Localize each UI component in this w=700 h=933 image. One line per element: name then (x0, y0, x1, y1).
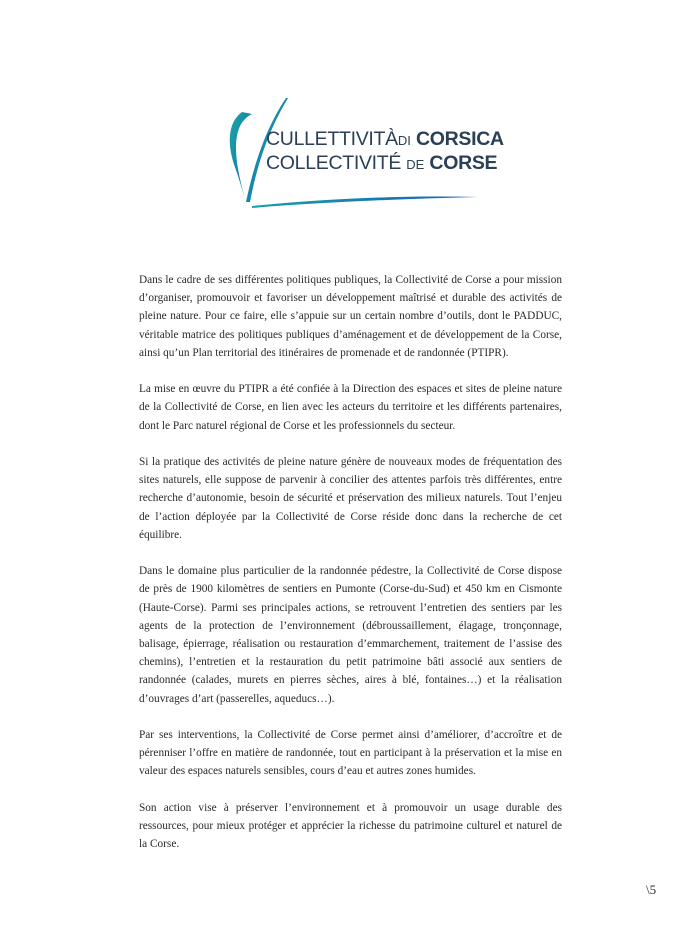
logo-corsican-name: CULLETTIVITÀDI CORSICA (266, 128, 504, 150)
logo-french-name: COLLECTIVITÉ DE CORSE (266, 152, 498, 174)
paragraph: Par ses interventions, la Collectivité de Corse permet ainsi d’améliorer, d’accroître et de pérenniser l’offre en matière de randonnée, tout en participant à la préservation et la mise en valeur des espaces naturels sensibles, cours d’eau et autres zones humides. (139, 729, 562, 778)
paragraph: Si la pratique des activités de pleine nature génère de nouveaux modes de fréquentation des sites naturels, elle suppose de parvenir à concilier des attentes parfois très différentes, entre recherche d’autonomie, besoin de sécurité et préservation des milieux naturels. Tout l’enjeu de l’action déployée par la Collectivité de Corse réside donc dans la recherche de cet équilibre. (139, 456, 562, 541)
paragraph: Dans le cadre de ses différentes politiques publiques, la Collectivité de Corse a pour mission d’organiser, promouvoir et favoriser un développement maîtrisé et durable des activités de pleine nature. Pour ce faire, elle s’appuie sur un certain nombre d’outils, dont le PADDUC, véritable matrice des politiques publiques d’aménagement et de développement de la Corse, ainsi qu’un Plan territorial des itinéraires de promenade et de randonnée (PTIPR). (139, 274, 562, 359)
paragraph: Dans le domaine plus particulier de la randonnée pédestre, la Collectivité de Corse dispose de près de 1900 kilomètres de sentiers en Pumonte (Corse-du-Sud) et 450 km en Cismonte (Haute-Corse). Parmi ses principales actions, se retrouvent l’entretien des sentiers par les agents de la protection de l’environnement (débroussaillement, élagage, tronçonnage, balisage, épierrage, réalisation ou restauration d’emmarchement, traitement de l’assise des chemins), l’entretien et la restauration du petit patrimoine bâti associé aux sentiers de randonnée (calades, murets en pierres sèches, aires à blé, fontaines…) et la réalisation d’ouvrages d’art (passerelles, aqueducs…). (139, 565, 562, 705)
paragraph: Son action vise à préserver l’environnement et à promouvoir un usage durable des ressources, pour mieux protéger et apprécier la richesse du patrimoine culturel et naturel de la Corse. (139, 801, 562, 851)
page-number: \5 (646, 882, 657, 897)
paragraph: La mise en œuvre du PTIPR a été confiée à la Direction des espaces et sites de pleine nature de la Collectivité de Corse, en lien avec les acteurs du territoire et les différents partenaires, dont le Parc naturel régional de Corse et les professionnels du secteur. (139, 383, 562, 432)
collectivite-de-corse-logo (222, 96, 504, 208)
body-text (139, 271, 562, 872)
